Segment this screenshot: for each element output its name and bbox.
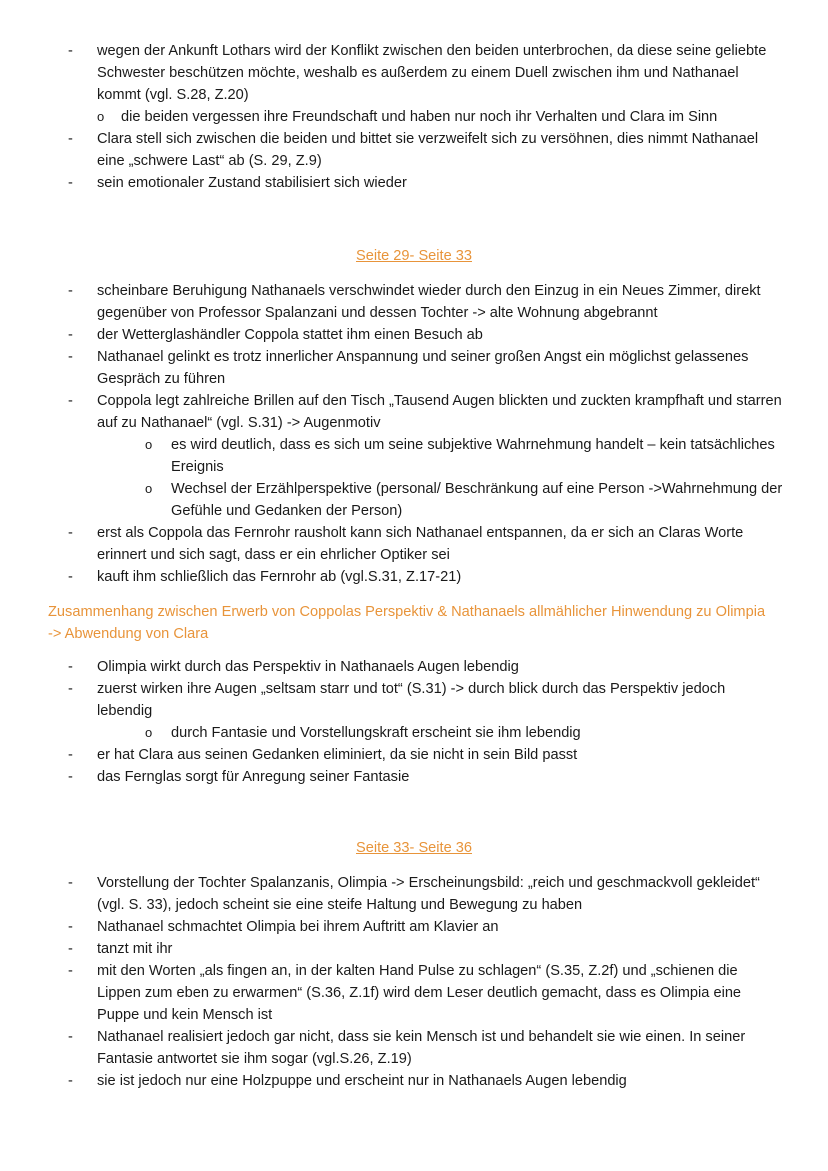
subheading-zusammenhang: Zusammenhang zwischen Erwerb von Coppolas Perspektiv & Nathanaels allmählicher Hinwendung zu Olimpia -> Abwendung von Clara <box>48 604 766 642</box>
sub-list-item <box>0 722 828 744</box>
section-heading-seite-33-36: Seite 33- Seite 36 <box>355 840 473 856</box>
bullet-marker: o <box>145 437 153 452</box>
list-item <box>0 566 828 588</box>
list-item-text: durch Fantasie und Vorstellungskraft erscheint sie ihm lebendig <box>171 725 581 741</box>
bullet-marker: - <box>68 525 73 541</box>
bullet-marker: - <box>68 769 73 785</box>
list-item-text: scheinbare Beruhigung Nathanaels verschwindet wieder durch den Einzug in ein Neues Zimmer, direkt gegenüber von Professor Spalanzani und dessen Tochter -> alte Wohnung abgebrannt <box>97 283 761 321</box>
list-item-text: es wird deutlich, dass es sich um seine subjektive Wahrnehmung handelt – kein tatsächliches Ereignis <box>171 437 775 475</box>
bullet-marker: - <box>68 1073 73 1089</box>
list-item <box>0 766 828 788</box>
bullet-list-section-3 <box>0 872 828 1092</box>
document-page <box>0 40 828 1092</box>
bullet-marker: - <box>68 569 73 585</box>
bullet-marker: o <box>145 725 153 740</box>
list-item <box>0 128 828 172</box>
list-item <box>0 40 828 106</box>
list-item-text: Olimpia wirkt durch das Perspektiv in Nathanaels Augen lebendig <box>97 659 519 675</box>
list-item <box>0 324 828 346</box>
bullet-marker: - <box>68 1029 73 1045</box>
bullet-marker: - <box>68 681 73 697</box>
list-item-text: das Fernglas sorgt für Anregung seiner Fantasie <box>97 769 410 785</box>
list-item <box>0 744 828 766</box>
bullet-list-section-1 <box>0 280 828 588</box>
list-item <box>0 172 828 194</box>
list-item <box>0 916 828 938</box>
list-item-text: er hat Clara aus seinen Gedanken eliminiert, da sie nicht in sein Bild passt <box>97 747 578 763</box>
list-item-text: Vorstellung der Tochter Spalanzanis, Olimpia -> Erscheinungsbild: „reich und geschmackvoll gekleidet“ (vgl. S. 33), jedoch scheint sie eine steife Haltung und Bewegung zu haben <box>97 875 760 913</box>
list-item <box>0 522 828 566</box>
list-item-text: Coppola legt zahlreiche Brillen auf den Tisch „Tausend Augen blickten und zuckten krampfhaft und starren auf zu Nathanael“ (vgl. S.31) -> Augenmotiv <box>97 393 782 431</box>
bullet-marker: - <box>68 963 73 979</box>
list-item-text: Clara stell sich zwischen die beiden und bittet sie verzweifelt sich zu versöhnen, dies nimmt Nathanael eine „schwere Last“ ab (S. 29, Z.9) <box>97 131 759 169</box>
bullet-marker: - <box>68 349 73 365</box>
bullet-marker: - <box>68 175 73 191</box>
bullet-marker: - <box>68 747 73 763</box>
list-item-text: tanzt mit ihr <box>97 941 173 957</box>
list-item-text: wegen der Ankunft Lothars wird der Konflikt zwischen den beiden unterbrochen, da diese seine geliebte Schwester beschützen möchte, weshalb es außerdem zu einem Duell zwischen ihm und Nathanael kommt (vgl. S.28, Z.20) <box>97 43 767 103</box>
bullet-list-section-0 <box>0 40 828 194</box>
list-item <box>0 1026 828 1070</box>
list-item-text: Wechsel der Erzählperspektive (personal/ Beschränkung auf eine Person ->Wahrnehmung der Gefühle und Gedanken der Person) <box>171 481 783 519</box>
list-item <box>0 1070 828 1092</box>
list-item-text: zuerst wirken ihre Augen „seltsam starr und tot“ (S.31) -> durch blick durch das Perspektiv jedoch lebendig <box>97 681 726 719</box>
list-item-text: mit den Worten „als fingen an, in der kalten Hand Pulse zu schlagen“ (S.35, Z.2f) und „schienen die Lippen zum eben zu erwarmen“ (S.36, Z.1f) wird dem Leser deutlich gemacht, dass es Olimpia eine Puppe und kein Mensch ist <box>97 963 742 1023</box>
bullet-marker: - <box>68 43 73 59</box>
bullet-marker: - <box>68 875 73 891</box>
list-item-text: Nathanael realisiert jedoch gar nicht, dass sie kein Mensch ist und behandelt sie wie einen. In seiner Fantasie antwortet sie ihm sogar (vgl.S.26, Z.19) <box>97 1029 746 1067</box>
list-item-text: Nathanael schmachtet Olimpia bei ihrem Auftritt am Klavier an <box>97 919 499 935</box>
list-item-text: erst als Coppola das Fernrohr rausholt kann sich Nathanael entspannen, da er sich an Claras Worte erinnert und sich sagt, dass er ein ehrlicher Optiker sei <box>97 525 744 563</box>
bullet-marker: - <box>68 919 73 935</box>
bullet-marker: - <box>68 659 73 675</box>
bullet-marker: - <box>68 327 73 343</box>
list-item-text: Nathanael gelinkt es trotz innerlicher Anspannung und seiner großen Angst ein möglichst gelassenes Gespräch zu führen <box>97 349 749 387</box>
list-item <box>0 678 828 722</box>
list-item <box>0 390 828 434</box>
list-item-text: der Wetterglashändler Coppola stattet ihm einen Besuch ab <box>97 327 483 343</box>
bullet-marker: - <box>68 131 73 147</box>
sub-list-item <box>0 106 828 128</box>
list-item-text: sein emotionaler Zustand stabilisiert sich wieder <box>97 175 407 191</box>
bullet-marker: - <box>68 283 73 299</box>
sub-list-item <box>0 434 828 478</box>
list-item-text: die beiden vergessen ihre Freundschaft und haben nur noch ihr Verhalten und Clara im Sinn <box>121 109 718 125</box>
list-item <box>0 656 828 678</box>
bullet-list-section-2 <box>0 656 828 788</box>
list-item <box>0 280 828 324</box>
list-item-text: sie ist jedoch nur eine Holzpuppe und erscheint nur in Nathanaels Augen lebendig <box>97 1073 627 1089</box>
bullet-marker: - <box>68 941 73 957</box>
list-item <box>0 872 828 916</box>
section-heading-seite-29-33: Seite 29- Seite 33 <box>355 248 473 264</box>
bullet-marker: o <box>145 481 153 496</box>
sub-list-item <box>0 478 828 522</box>
bullet-marker: - <box>68 393 73 409</box>
list-item <box>0 960 828 1026</box>
bullet-marker: o <box>97 109 105 124</box>
list-item-text: kauft ihm schließlich das Fernrohr ab (vgl.S.31, Z.17-21) <box>97 569 462 585</box>
list-item <box>0 346 828 390</box>
list-item <box>0 938 828 960</box>
